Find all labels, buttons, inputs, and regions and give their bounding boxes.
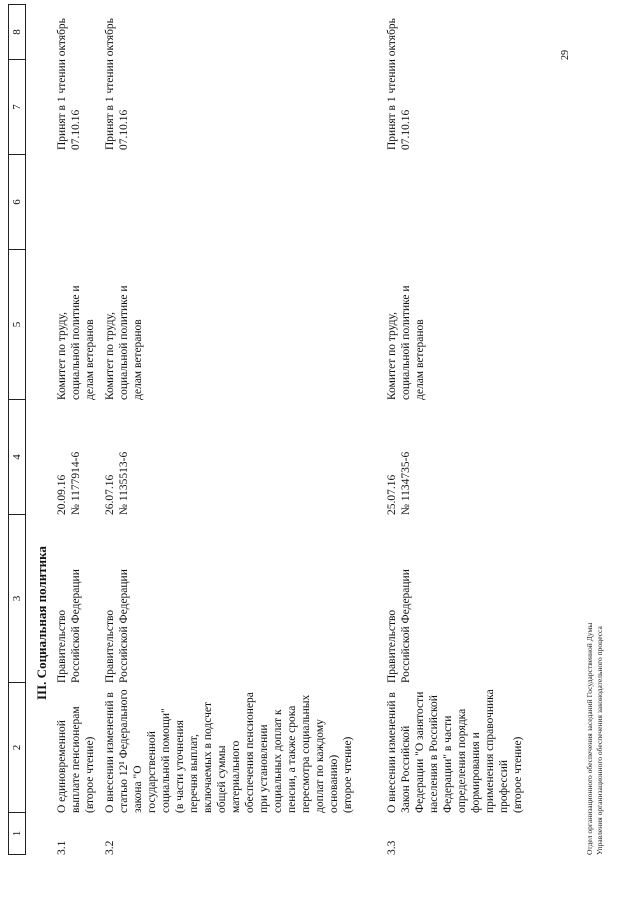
column-number-header [8,4,26,855]
bill-registration: 25.07.16 № 1134735-6 [386,451,412,515]
footer-line-2: Управления организационного обеспечения законодательного процесса [595,626,604,855]
col-header-5: 5 [9,250,26,400]
col-header-1: 1 [9,813,26,855]
col-header-2: 2 [9,683,26,813]
bill-author: Правительство Российской Федерации [104,569,130,683]
col-header-8: 8 [9,5,26,60]
col-header-7: 7 [9,60,26,155]
row-number: 3.3 [386,840,398,855]
col-header-4: 4 [9,400,26,515]
footer-line-1: Отдел организационного обеспечения заседаний Государственной Думы [585,622,594,855]
section-title: III. Социальная политика [34,546,49,700]
row-number: 3.2 [104,840,116,855]
bill-status: Принят в 1 чтении октябрь 07.10.16 [104,18,130,150]
col-header-6: 6 [9,155,26,250]
bill-author: Правительство Российской Федерации [386,569,412,683]
responsible-committee: Комитет по труду, социальной политике и делам ветеранов [104,285,144,400]
bill-title: О внесении изменений в Закон Российской Федерации "О занятости населения в Российской Федерации" в части определения порядка формирования и применения справочника профессий (второе чтение) [386,689,524,813]
bill-registration: 20.09.16 № 1177914-6 [56,451,82,515]
bill-status: Принят в 1 чтении октябрь 07.10.16 [56,18,82,150]
bill-title: О внесении изменений в статью 12¹ Федерального закона "О государственной социальной помощи" (в части уточнения перечня выплат, включаемых в подсчет общей суммы материального обеспечения пенсионера при установлении социальных доплат к пенсии, а также срока пересмотра социальных доплат по каждому основанию) (второе чтение) [104,689,354,813]
col-header-3: 3 [9,515,26,683]
responsible-committee: Комитет по труду, социальной политике и делам ветеранов [386,285,426,400]
responsible-committee: Комитет по труду, социальной политике и делам ветеранов [56,285,96,400]
bill-status: Принят в 1 чтении октябрь 07.10.16 [386,18,412,150]
bill-title: О единовременной выплате пенсионерам (второе чтение) [56,706,96,813]
bill-author: Правительство Российской Федерации [56,569,82,683]
row-number: 3.1 [56,840,68,855]
document-footer [585,623,605,855]
bill-registration: 26.07.16 № 1135513-6 [104,451,130,515]
page-number: 29 [560,50,571,60]
